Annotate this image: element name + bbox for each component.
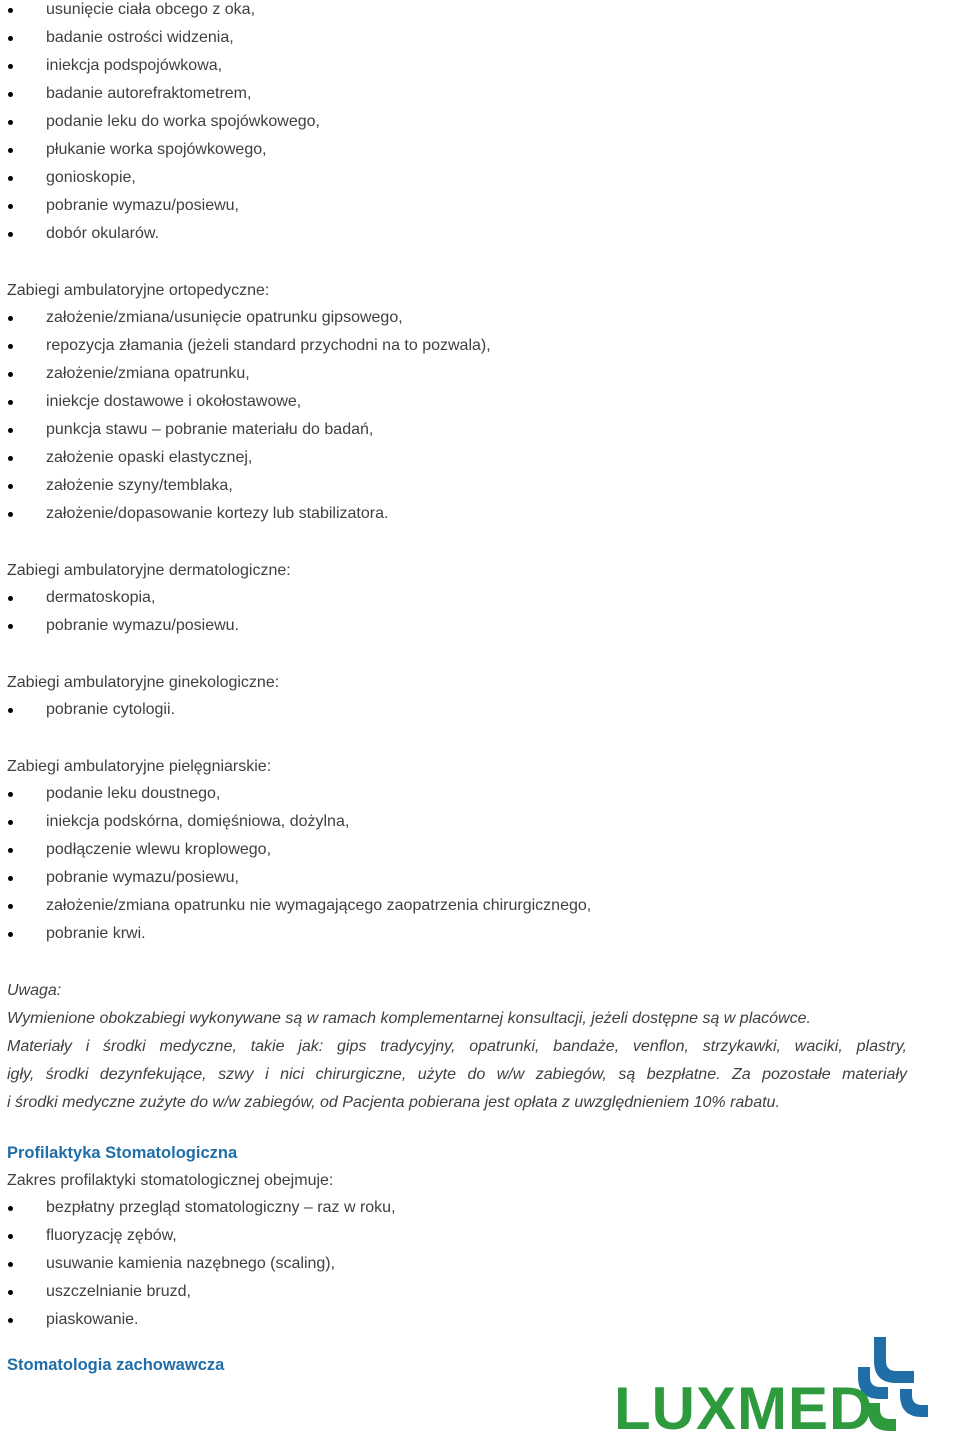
nurse-item <box>0 922 591 950</box>
gyn-heading: Zabiegi ambulatoryjne ginekologiczne: <box>7 674 280 691</box>
note-label: Uwaga: <box>7 982 62 999</box>
ophthalmic-item <box>0 166 320 194</box>
prophylaxis-section <box>0 1196 396 1336</box>
nurse-item-text: iniekcja podskórna, domięśniowa, dożylna, <box>46 813 350 830</box>
derma-item <box>0 586 239 614</box>
nurse-item <box>0 810 591 838</box>
prophylaxis-intro: Zakres profilaktyki stomatologicznej obejmuje: <box>7 1172 334 1189</box>
derma-item <box>0 614 239 642</box>
bullet-icon <box>8 372 13 377</box>
ortho-item <box>0 306 491 334</box>
bullet-icon <box>8 120 13 125</box>
ophthalmic-list <box>0 0 320 250</box>
nurse-item <box>0 782 591 810</box>
prophylaxis-item-text: piaskowanie. <box>46 1311 139 1328</box>
ophthalmic-item <box>0 194 320 222</box>
bullet-icon <box>8 876 13 881</box>
prophylaxis-item <box>0 1196 396 1224</box>
bullet-icon <box>8 1290 13 1295</box>
bullet-icon <box>8 932 13 937</box>
gyn-item <box>0 698 175 726</box>
bullet-icon <box>8 820 13 825</box>
ophthalmic-item <box>0 54 320 82</box>
bullet-icon <box>8 92 13 97</box>
ortho-item <box>0 446 491 474</box>
prophylaxis-item <box>0 1252 396 1280</box>
ortho-section <box>0 306 491 530</box>
ophthalmic-item-text: pobranie wymazu/posiewu, <box>46 197 239 214</box>
bullet-icon <box>8 176 13 181</box>
bullet-icon <box>8 1262 13 1267</box>
nurse-item-text: pobranie krwi. <box>46 925 146 942</box>
ophthalmic-item <box>0 110 320 138</box>
ophthalmic-item-text: usunięcie ciała obcego z oka, <box>46 1 256 18</box>
bullet-icon <box>8 792 13 797</box>
gyn-list <box>0 698 175 726</box>
ophthalmic-item <box>0 222 320 250</box>
prophylaxis-item-text: uszczelnianie bruzd, <box>46 1283 191 1300</box>
ortho-item <box>0 418 491 446</box>
bullet-icon <box>8 596 13 601</box>
note-line-4: i środki medyczne zużyte do w/w zabiegów, od Pacjenta pobierana jest opłata z uwzględnieniem 10% rabatu. <box>7 1094 780 1111</box>
bullet-icon <box>8 708 13 713</box>
nurse-item-text: podłączenie wlewu kroplowego, <box>46 841 272 858</box>
nurse-section <box>0 782 591 950</box>
note-line-1: Wymienione obokzabiegi wykonywane są w ramach komplementarnej konsultacji, jeżeli dostępne są w placówce. <box>7 1010 811 1027</box>
bullet-icon <box>8 344 13 349</box>
bullet-icon <box>8 484 13 489</box>
bullet-icon <box>8 400 13 405</box>
bullet-icon <box>8 232 13 237</box>
ophthalmic-item-text: badanie ostrości widzenia, <box>46 29 234 46</box>
ortho-item-text: założenie/dopasowanie kortezy lub stabilizatora. <box>46 505 389 522</box>
ophthalmic-item-text: dobór okularów. <box>46 225 159 242</box>
bullet-icon <box>8 512 13 517</box>
bullet-icon <box>8 204 13 209</box>
luxmed-logo <box>612 1335 932 1435</box>
prophylaxis-item-text: bezpłatny przegląd stomatologiczny – raz w roku, <box>46 1199 396 1216</box>
bullet-icon <box>8 624 13 629</box>
note-line-3: igły, środki dezynfekujące, szwy i nici chirurgiczne, użyte do w/w zabiegów, są bezpłatne. Za pozostałe materiały <box>7 1066 907 1083</box>
ophthalmic-item-text: badanie autorefraktometrem, <box>46 85 252 102</box>
ortho-item <box>0 362 491 390</box>
ortho-item-text: założenie/zmiana opatrunku, <box>46 365 250 382</box>
derma-item-text: pobranie wymazu/posiewu. <box>46 617 239 634</box>
prophylaxis-item-text: fluoryzację zębów, <box>46 1227 177 1244</box>
ortho-item-text: repozycja złamania (jeżeli standard przychodni na to pozwala), <box>46 337 491 354</box>
derma-section <box>0 586 239 642</box>
bullet-icon <box>8 456 13 461</box>
ophthalmic-item-text: podanie leku do worka spojówkowego, <box>46 113 320 130</box>
ortho-item <box>0 474 491 502</box>
bullet-icon <box>8 1234 13 1239</box>
prophylaxis-item <box>0 1308 396 1336</box>
prophylaxis-list <box>0 1196 396 1336</box>
gyn-item-text: pobranie cytologii. <box>46 701 175 718</box>
ortho-item-text: założenie opaski elastycznej, <box>46 449 253 466</box>
prophylaxis-item <box>0 1224 396 1252</box>
gyn-section <box>0 698 175 726</box>
ortho-item <box>0 334 491 362</box>
conservative-title: Stomatologia zachowawcza <box>7 1356 225 1374</box>
derma-list <box>0 586 239 642</box>
ophthalmic-item <box>0 82 320 110</box>
bullet-icon <box>8 428 13 433</box>
nurse-item-text: pobranie wymazu/posiewu, <box>46 869 239 886</box>
ortho-list <box>0 306 491 530</box>
ophthalmic-item <box>0 138 320 166</box>
derma-heading: Zabiegi ambulatoryjne dermatologiczne: <box>7 562 291 579</box>
ophthalmic-section <box>0 0 320 250</box>
nurse-item-text: założenie/zmiana opatrunku nie wymagającego zaopatrzenia chirurgicznego, <box>46 897 592 914</box>
bullet-icon <box>8 904 13 909</box>
ophthalmic-item <box>0 26 320 54</box>
ortho-item-text: punkcja stawu – pobranie materiału do badań, <box>46 421 374 438</box>
bullet-icon <box>8 64 13 69</box>
derma-item-text: dermatoskopia, <box>46 589 156 606</box>
bullet-icon <box>8 848 13 853</box>
ortho-heading: Zabiegi ambulatoryjne ortopedyczne: <box>7 282 270 299</box>
bullet-icon <box>8 316 13 321</box>
nurse-item <box>0 838 591 866</box>
ortho-item <box>0 502 491 530</box>
note-block <box>7 979 907 1119</box>
luxmed-logo-text: LUXMED <box>614 1375 874 1435</box>
prophylaxis-title: Profilaktyka Stomatologiczna <box>7 1144 238 1162</box>
ortho-item-text: założenie/zmiana/usunięcie opatrunku gipsowego, <box>46 309 403 326</box>
nurse-heading: Zabiegi ambulatoryjne pielęgniarskie: <box>7 758 272 775</box>
prophylaxis-item <box>0 1280 396 1308</box>
bullet-icon <box>8 148 13 153</box>
luxmed-logo-graphic <box>612 1335 932 1435</box>
ophthalmic-item-text: gonioskopie, <box>46 169 136 186</box>
nurse-item-text: podanie leku doustnego, <box>46 785 221 802</box>
note-line-2: Materiały i środki medyczne, takie jak: gips tradycyjny, opatrunki, bandaże, venflon, strzykawki, waciki, plastry, <box>7 1038 907 1055</box>
ortho-item-text: iniekcje dostawowe i okołostawowe, <box>46 393 302 410</box>
ortho-item-text: założenie szyny/temblaka, <box>46 477 233 494</box>
bullet-icon <box>8 36 13 41</box>
bullet-icon <box>8 1318 13 1323</box>
bullet-icon <box>8 1206 13 1211</box>
ophthalmic-item <box>0 0 320 26</box>
ophthalmic-item-text: płukanie worka spojówkowego, <box>46 141 267 158</box>
ophthalmic-item-text: iniekcja podspojówkowa, <box>46 57 223 74</box>
bullet-icon <box>8 8 13 13</box>
ortho-item <box>0 390 491 418</box>
nurse-item <box>0 866 591 894</box>
nurse-list <box>0 782 591 950</box>
prophylaxis-item-text: usuwanie kamienia nazębnego (scaling), <box>46 1255 336 1272</box>
nurse-item <box>0 894 591 922</box>
